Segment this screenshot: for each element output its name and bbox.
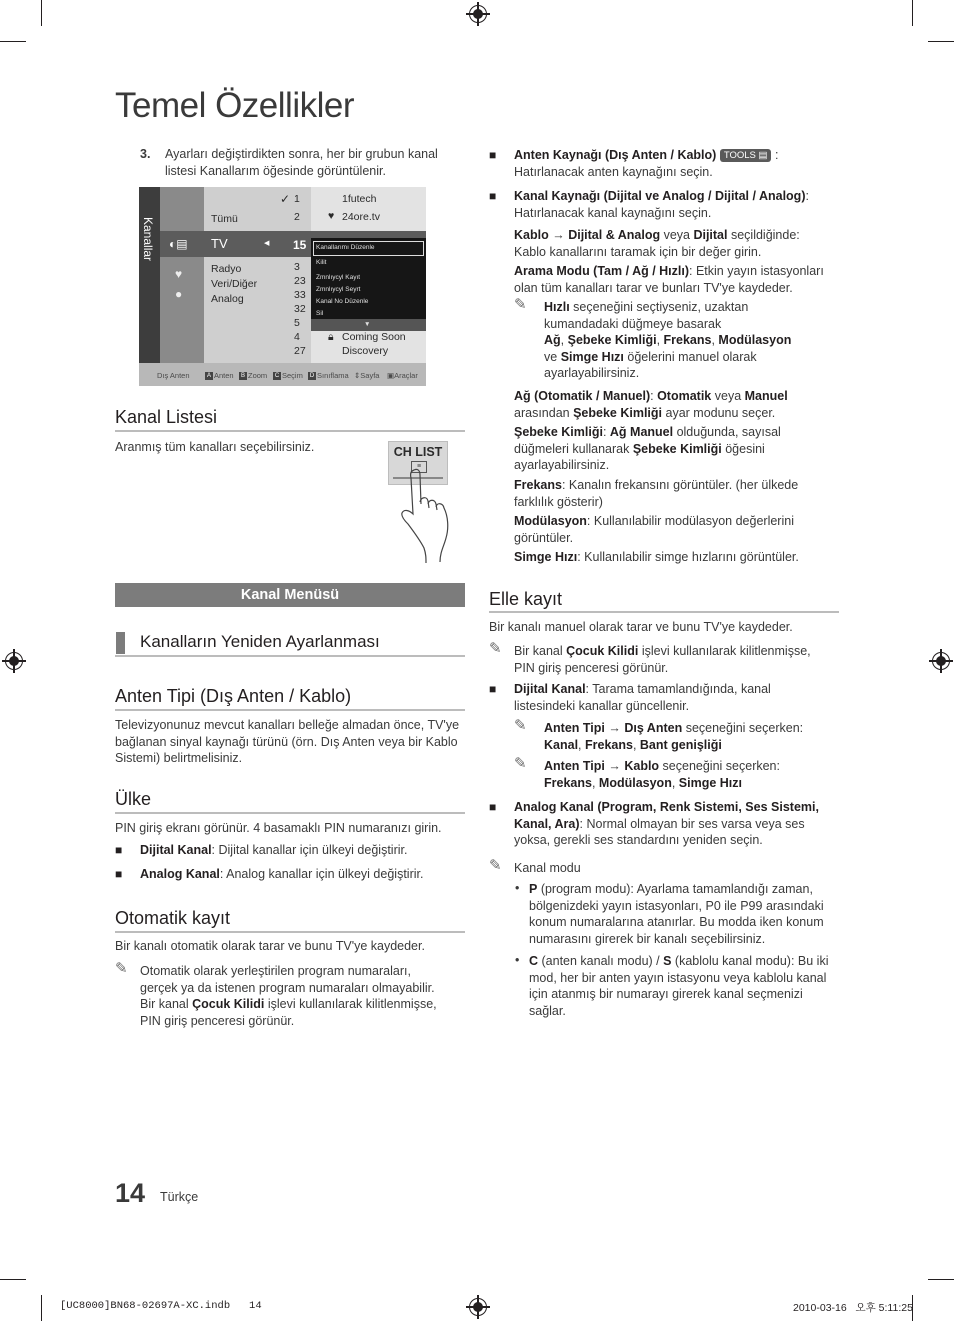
- tv-footer-page: ⇕Sayfa: [354, 371, 380, 380]
- hand-pointer-icon: [400, 466, 470, 566]
- text-line: bağlanan sinyal kaynağı türünü (örn. Dış Anten veya bir Kablo: [115, 734, 458, 749]
- text-line: PIN giriş penceresi görünür.: [514, 660, 669, 675]
- tv-channel-list-screen: [139, 187, 426, 386]
- text-line: Kanal, Frekans, Bant genişliği: [544, 737, 722, 752]
- tv-number: 33: [294, 289, 306, 301]
- text-line: sağlar.: [529, 1003, 566, 1018]
- text-line: görüntüler.: [514, 530, 574, 545]
- text-line: Anten Kaynağı (Dış Anten / Kablo) TOOLS ▤ :: [514, 148, 779, 162]
- text-line: Sistemi) belirtmelisiniz.: [115, 751, 243, 766]
- note-icon: ✎: [514, 755, 527, 772]
- tv-number: 4: [294, 331, 300, 343]
- heading-rule: [115, 812, 465, 814]
- text-line: bölgenizdeki yayın istasyonları, P0 ile P99 arasındaki: [529, 898, 824, 913]
- tv-channel: 24ore.tv: [342, 211, 380, 223]
- ulke-bullet: Analog Kanal: Analog kanallar için ülkeyi değiştirir.: [140, 867, 424, 881]
- tv-menu-item[interactable]: Kilit: [316, 259, 327, 266]
- registration-mark-icon: [469, 1298, 487, 1316]
- tv-channel: Discovery: [342, 345, 389, 357]
- text-line: P (program modu): Ayarlama tamamlandığı zaman,: [529, 882, 813, 896]
- p-mode-item: [529, 881, 824, 947]
- otomatik-heading: Otomatik kayıt: [115, 908, 231, 928]
- text-line: Televizyonunuz mevcut kanalları belleğe almadan önce, TV'ye: [115, 718, 460, 732]
- registration-mark-icon: [932, 652, 950, 670]
- text-line: Kablo → Dijital & Analog veya Dijital seçildiğinde:: [514, 228, 800, 242]
- tv-footer-d: D Sınıflama: [309, 371, 349, 380]
- ulke-text: PIN giriş ekranı görünür. 4 basamaklı PIN numaranızı girin.: [115, 821, 442, 835]
- text-line: listesindeki kanallar güncellenir.: [514, 698, 690, 713]
- crop-mark: [928, 1279, 954, 1280]
- tools-badge: TOOLS ▤: [720, 149, 772, 162]
- arama-modu: [514, 263, 824, 296]
- note-icon: ✎: [514, 296, 527, 313]
- heading-rule: [115, 430, 465, 432]
- text-line: Hatırlanacak anten kaynağını seçin.: [514, 164, 713, 179]
- hizli-note: [544, 299, 791, 382]
- text-line: Anten Tipi → Kablo seçeneğini seçerken:: [544, 759, 780, 773]
- text-line: kumandadaki düğmeye basarak: [544, 316, 722, 331]
- step-line: Ayarları değiştirdikten sonra, her bir grubun kanal: [165, 147, 438, 161]
- text-line: Dijital Kanal: Tarama tamamlandığında, kanal: [514, 682, 771, 696]
- tv-number: 23: [294, 275, 306, 287]
- text-line: Bir kanal Çocuk Kilidi işlevi kullanılarak kilitlenmişse,: [514, 644, 811, 658]
- text-line: Frekans, Modülasyon, Simge Hızı: [544, 775, 742, 790]
- tv-menu-item[interactable]: Zmnlıycyl Seyrt: [316, 286, 361, 293]
- text-line: Frekans: Kanalın frekansını görüntüler. (her ülkede: [514, 478, 799, 492]
- elle-note: [514, 643, 811, 676]
- text-line: Modülasyon: Kullanılabilir modülasyon değerlerini: [514, 514, 794, 528]
- ulke-heading: Ülke: [115, 789, 152, 809]
- ag-item: [514, 388, 788, 421]
- bullet-square-icon: ■: [489, 189, 497, 203]
- text-line: PIN giriş penceresi görünür.: [140, 1013, 295, 1028]
- sebeke-item: [514, 424, 781, 474]
- anten-kaynagi: [514, 147, 778, 180]
- text-line: düğmeleri kullanarak Şebeke Kimliği öğesini: [514, 441, 765, 456]
- tv-group: TV: [211, 236, 228, 251]
- text-line: Hızlı seçeneğini seçtiyseniz, uzaktan: [544, 300, 749, 314]
- kanal-listesi-text: Aranmış tüm kanalları seçebilirsiniz.: [115, 440, 315, 454]
- tv-channel: 1futech: [342, 193, 377, 205]
- section-title: Kanalların Yeniden Ayarlanması: [140, 632, 380, 651]
- heart-icon: ♥: [175, 267, 183, 281]
- text-line: C (anten kanalı modu) / S (kablolu kanal modu): Bu iki: [529, 954, 829, 968]
- text-line: için atanmış bir numarayı girerek kanal seçmenizi: [529, 987, 803, 1002]
- text-line: yoksa, gerekli ses standardını yeniden seçin.: [514, 833, 763, 848]
- crop-mark: [0, 1279, 26, 1280]
- bullet-dot-icon: •: [515, 953, 520, 967]
- tv-number: 15: [293, 238, 307, 252]
- text-line: olan tüm kanalları tarar ve bunları TV'ye kaydeder.: [514, 280, 793, 295]
- tv-number: 1: [294, 193, 300, 205]
- modulasyon-item: [514, 513, 794, 546]
- text-line: konum numaralarına atanırlar. Bu modda iken konum: [529, 915, 824, 930]
- note-icon: ✎: [115, 960, 128, 977]
- text-line: ayarlayabilirsiniz.: [544, 366, 640, 381]
- tv-side-panel: [139, 187, 160, 363]
- tv-menu-item[interactable]: Sil: [316, 310, 324, 317]
- otomatik-text: Bir kanalı otomatik olarak tarar ve bunu TV'ye kaydeder.: [115, 939, 425, 953]
- lock-icon: 🔒︎: [328, 331, 334, 343]
- crop-mark: [928, 41, 954, 42]
- check-icon: ✓: [280, 192, 291, 206]
- tv-number: 3: [294, 261, 300, 273]
- tv-icon: ◐▤: [169, 237, 188, 251]
- otomatik-note: [140, 963, 437, 1029]
- registration-mark-icon: [5, 652, 23, 670]
- tv-tools-menu: [311, 238, 426, 331]
- tv-number: 5: [294, 317, 300, 329]
- file-info: [UC8000]BN68-02697A-XC.indb 14: [60, 1300, 262, 1312]
- anten-tipi-note: [544, 758, 780, 791]
- elle-heading: Elle kayıt: [489, 589, 563, 609]
- tv-menu-item[interactable]: Zmnlıycyl Kayıt: [316, 274, 361, 281]
- print-date: 2010-03-16 오후 5:11:25: [793, 1302, 913, 1314]
- text-line: Kanal Kaynağı (Dijital ve Analog / Dijital / Analog):: [514, 189, 809, 203]
- section-marker: [116, 632, 125, 654]
- step-line: listesi Kanallarım öğesinde görüntülenir.: [165, 163, 386, 178]
- note-icon: ✎: [514, 717, 527, 734]
- anten-heading: Anten Tipi (Dış Anten / Kablo): [115, 686, 352, 706]
- bullet-square-icon: ■: [115, 843, 123, 857]
- text-line: Otomatik olarak yerleştirilen program numaraları,: [140, 964, 411, 978]
- anten-tipi-note: [544, 720, 803, 753]
- page-language: Türkçe: [160, 1190, 199, 1204]
- tv-group: Analog: [211, 293, 244, 305]
- note-icon: ✎: [489, 857, 502, 874]
- tv-footer-a: A Anten: [206, 371, 234, 380]
- tv-group: Veri/Diğer: [211, 278, 258, 290]
- text-line: Ağ, Şebeke Kimliği, Frekans, Modülasyon: [544, 333, 792, 348]
- tv-menu-item[interactable]: Kanallarımı Düzenle: [316, 244, 375, 251]
- tv-footer-source: Dış Anten: [157, 371, 190, 380]
- text-line: farklılık gösterir): [514, 494, 603, 509]
- text-line: Arama Modu (Tam / Ağ / Hızlı): Etkin yayın istasyonları: [514, 264, 824, 278]
- text-line: numarasını girerek bir kanalı seçebilirsiniz.: [529, 931, 766, 946]
- tv-group: Radyo: [211, 263, 242, 275]
- text-line: ayarlayabilirsiniz.: [514, 458, 610, 473]
- step-number: 3.: [140, 147, 151, 161]
- heading-rule: [115, 931, 465, 933]
- heading-rule: [115, 655, 465, 657]
- simge-item: Simge Hızı: Kullanılabilir simge hızlarını görüntüler.: [514, 550, 799, 564]
- tv-number: 27: [294, 345, 306, 357]
- text-line: arasından Şebeke Kimliği ayar modunu seçer.: [514, 405, 776, 420]
- c-mode-item: [529, 953, 828, 1019]
- frekans-item: [514, 477, 798, 510]
- registration-mark-icon: [469, 5, 487, 23]
- kanal-kaynagi: [514, 188, 809, 221]
- page-title: Temel Özellikler: [115, 86, 354, 125]
- crop-mark: [0, 41, 26, 42]
- tv-footer-c: C Seçim: [274, 371, 303, 380]
- heading-rule: [115, 709, 465, 711]
- tv-number: 2: [294, 211, 300, 223]
- bullet-dot-icon: •: [515, 881, 520, 895]
- globe-icon: ●: [175, 287, 183, 301]
- crop-mark: [41, 1295, 42, 1321]
- crop-mark: [41, 0, 42, 26]
- tv-footer-b: B Zoom: [240, 371, 268, 380]
- kanal-listesi-heading: Kanal Listesi: [115, 407, 218, 427]
- text-line: gerçek ya da istenen program numaraları olmayabilir.: [140, 980, 435, 995]
- text-line: Anten Tipi → Dış Anten seçeneğini seçerken:: [544, 721, 804, 735]
- tv-number: 32: [294, 303, 306, 315]
- text-line: Ağ (Otomatik / Manuel): Otomatik veya Manuel: [514, 389, 788, 403]
- bullet-square-icon: ■: [489, 800, 497, 814]
- page-number: 14: [115, 1178, 146, 1208]
- bullet-square-icon: ■: [489, 148, 497, 162]
- crop-mark: [912, 0, 913, 26]
- tv-side-label: Kanallar: [141, 217, 155, 262]
- tv-arrow-icon: ◀: [264, 240, 270, 247]
- text-line: Kablo kanallarını taramak için bir değer girin.: [514, 244, 762, 259]
- tv-menu-item[interactable]: Kanal No Düzenle: [316, 298, 369, 305]
- anten-text: [115, 717, 459, 767]
- note-icon: ✎: [489, 640, 502, 657]
- text-line: Bir kanal Çocuk Kilidi işlevi kullanılarak kilitlenmişse,: [140, 997, 437, 1012]
- bullet-square-icon: ■: [489, 682, 497, 696]
- kablo-item: [514, 227, 800, 260]
- tv-channel: Coming Soon: [342, 331, 406, 343]
- kanal-modu: Kanal modu: [514, 861, 581, 875]
- kanal-menusu-banner: Kanal Menüsü: [115, 583, 465, 607]
- step-text: [165, 146, 438, 179]
- ulke-bullet: Dijital Kanal: Dijital kanallar için ülkeyi değiştirir.: [140, 843, 408, 857]
- list-icon: ≡: [411, 461, 427, 473]
- ch-list-label: CH LIST: [393, 445, 443, 459]
- text-line: Kanal, Ara): Normal olmayan bir ses varsa veya ses: [514, 816, 805, 831]
- tv-group: Tümü: [211, 213, 238, 225]
- analog-kanal: [514, 799, 819, 849]
- tv-footer-tools: ▣Araçlar: [387, 371, 418, 380]
- elle-text: Bir kanalı manuel olarak tarar ve bunu TV'ye kaydeder.: [489, 620, 793, 634]
- bullet-square-icon: ■: [115, 867, 123, 881]
- heart-icon: ♥: [328, 210, 335, 222]
- text-line: Şebeke Kimliği: Ağ Manuel olduğunda, sayısal: [514, 425, 781, 439]
- text-line: Hatırlanacak kanal kaynağını seçin.: [514, 205, 712, 220]
- scroll-down-icon: ▼: [364, 321, 371, 328]
- heading-rule: [489, 611, 839, 613]
- text-line: Analog Kanal (Program, Renk Sistemi, Ses Sistemi,: [514, 800, 819, 814]
- text-line: mod, her bir anten yayın istasyonu veya kablolu kanal: [529, 970, 827, 985]
- text-line: ve Simge Hızı öğelerini manuel olarak: [544, 349, 757, 364]
- dijital-kanal: [514, 681, 771, 714]
